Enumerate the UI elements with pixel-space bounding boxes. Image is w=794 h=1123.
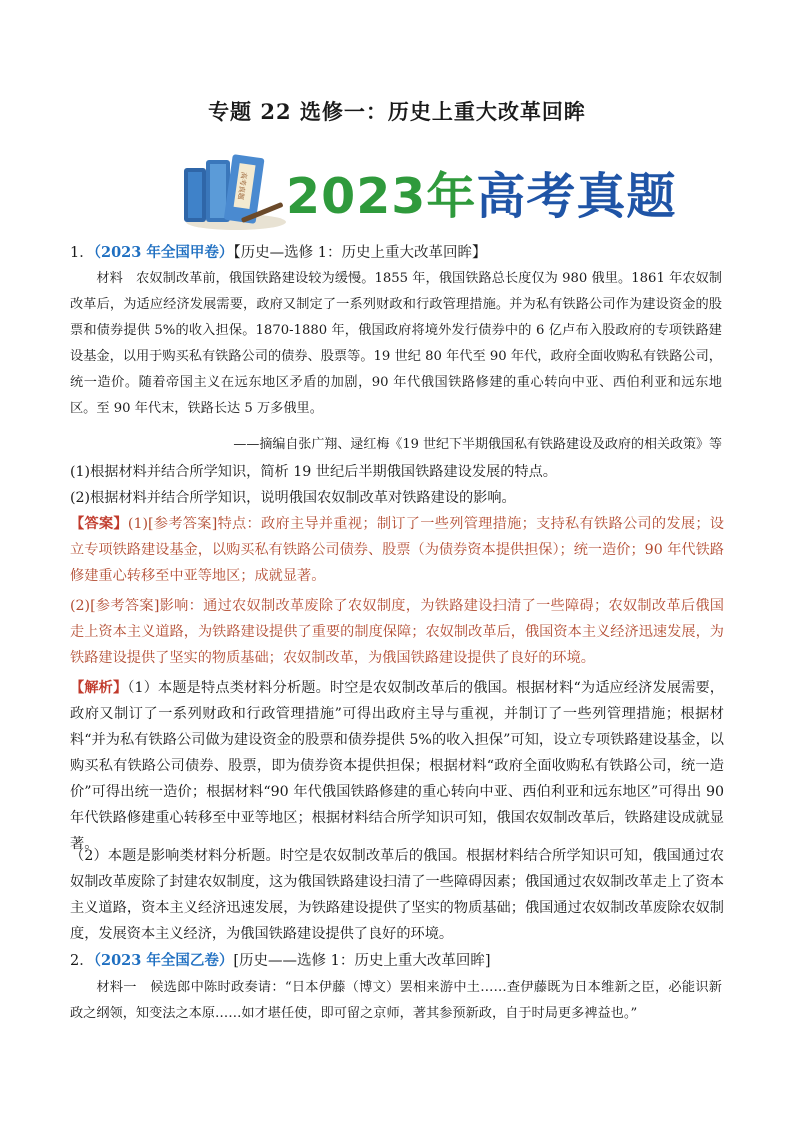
banner-word: 高考真题 — [476, 168, 677, 225]
analysis-1-text: （1）本题是特点类材料分析题。时空是农奴制改革后的俄国。根据材料“为适应经济发展需要，政府又制订了一系列财政和行政管理措施”可得出政府主导与重视，并制订了一些列管理措施；根据材料“并为私有铁路公司做为建设资金的股票和债券提供 5%的收入担保”可知，设立专项铁路建设基金，以购买私有铁路公司债券、股票，即为债券资本提供担保；根据材料“政府全面收购私有铁路公司，统一造价”可得出统一造价；根据材料“90 年代俄国铁路修建的重心转向中亚、西伯利亚和远东地区”可得出 90 年代铁路修建重心转移至中亚等地区；根据材料结合所学知识可知，俄国农奴制改革后，铁路建设成就显著。 — [70, 680, 724, 852]
analysis-tag: 【解析】 — [70, 680, 128, 696]
question-1-header — [70, 241, 486, 262]
question-source: （2023 年全国甲卷） — [93, 244, 234, 261]
question-2-header — [70, 949, 491, 970]
material-citation: ——摘编自张广翔、逯红梅《19 世纪下半期俄国私有铁路建设及政府的相关政策》等 — [233, 437, 722, 452]
answer-tag: 【答案】 — [70, 516, 128, 532]
question-number: 1． — [70, 245, 94, 261]
banner-title — [286, 158, 676, 228]
sub-question-1: (1)根据材料并结合所学知识，简析 19 世纪后半期俄国铁路建设发展的特点。 — [70, 464, 557, 480]
question-1-material: 材料 农奴制改革前，俄国铁路建设较为缓慢。1855 年，俄国铁路总长度仅为 980 俄里。1861 年农奴制改革后，为适应经济发展需要，政府又制定了一系列财政和行政管理措施。并为私有铁路公司作为建设资金的股票和债券提供 5%的收入担保。1870-1880 年，俄国政府将境外发行债券中的 6 亿卢布入股政府的专项铁路建设基金，以用于购买私有铁路公司的债券、股票等。19 世纪 80 年代至 90 年代，政府全面收购私有铁路公司，统一造价。随着帝国主义在远东地区矛盾的加剧，90 年代俄国铁路修建的重心转向中亚、西伯利亚和远东地区。至 90 年代末，铁路长达 5 万多俄里。 — [70, 271, 722, 416]
analysis-2: （2）本题是影响类材料分析题。时空是农奴制改革后的俄国。根据材料结合所学知识可知，俄国通过农奴制改革废除了封建农奴制度，这为俄国铁路建设扫清了一些障碍因素；俄国通过农奴制改革走上了资本主义道路，资本主义经济迅速发展，为铁路建设提供了坚实的物质基础；俄国通过农奴制改革废除农奴制度，发展资本主义经济，为俄国铁路建设提供了良好的环境。 — [70, 848, 724, 942]
answer-1-text: (1)[参考答案]特点：政府主导并重视；制订了一些列管理措施；支持私有铁路公司的发展；设立专项铁路建设基金，以购买私有铁路公司债券、股票（为债券资本提供担保）；统一造价；90 年代铁路修建重心转移至中亚等地区；成就显著。 — [70, 516, 724, 584]
book-label: 高考真题 — [236, 171, 248, 201]
answer-1 — [70, 511, 724, 589]
sub-question-2: (2)根据材料并结合所学知识，说明俄国农奴制改革对铁路建设的影响。 — [70, 490, 516, 506]
question-topic: 【历史—选修 1：历史上重大改革回眸】 — [233, 245, 487, 261]
question-source: （2023 年全国乙卷） — [93, 952, 234, 969]
books-scroll-icon — [178, 150, 288, 232]
question-number: 2． — [70, 953, 94, 969]
question-topic: [历史——选修 1：历史上重大改革回眸] — [233, 953, 491, 969]
banner — [178, 150, 677, 232]
analysis-1 — [70, 675, 724, 857]
question-2-material: 材料一 候选郎中陈时政奏请：“日本伊藤（博文）罢相来游中土……查伊藤既为日本维新之臣，必能识新政之纲领，知变法之本原……如才堪任使，即可留之京师，著其参预新政，自于时局更多裨益也。” — [70, 980, 722, 1021]
page-title: 专题 22 选修一：历史上重大改革回眸 — [208, 99, 586, 124]
answer-2: (2)[参考答案]影响：通过农奴制改革废除了农奴制度，为铁路建设扫清了一些障碍；农奴制改革后俄国走上资本主义道路，为铁路建设提供了重要的制度保障；农奴制改革后，俄国资本主义经济迅速发展，为铁路建设提供了坚实的物质基础；农奴制改革，为俄国铁路建设提供了良好的环境。 — [70, 598, 724, 666]
banner-year: 2023年 — [286, 168, 477, 225]
